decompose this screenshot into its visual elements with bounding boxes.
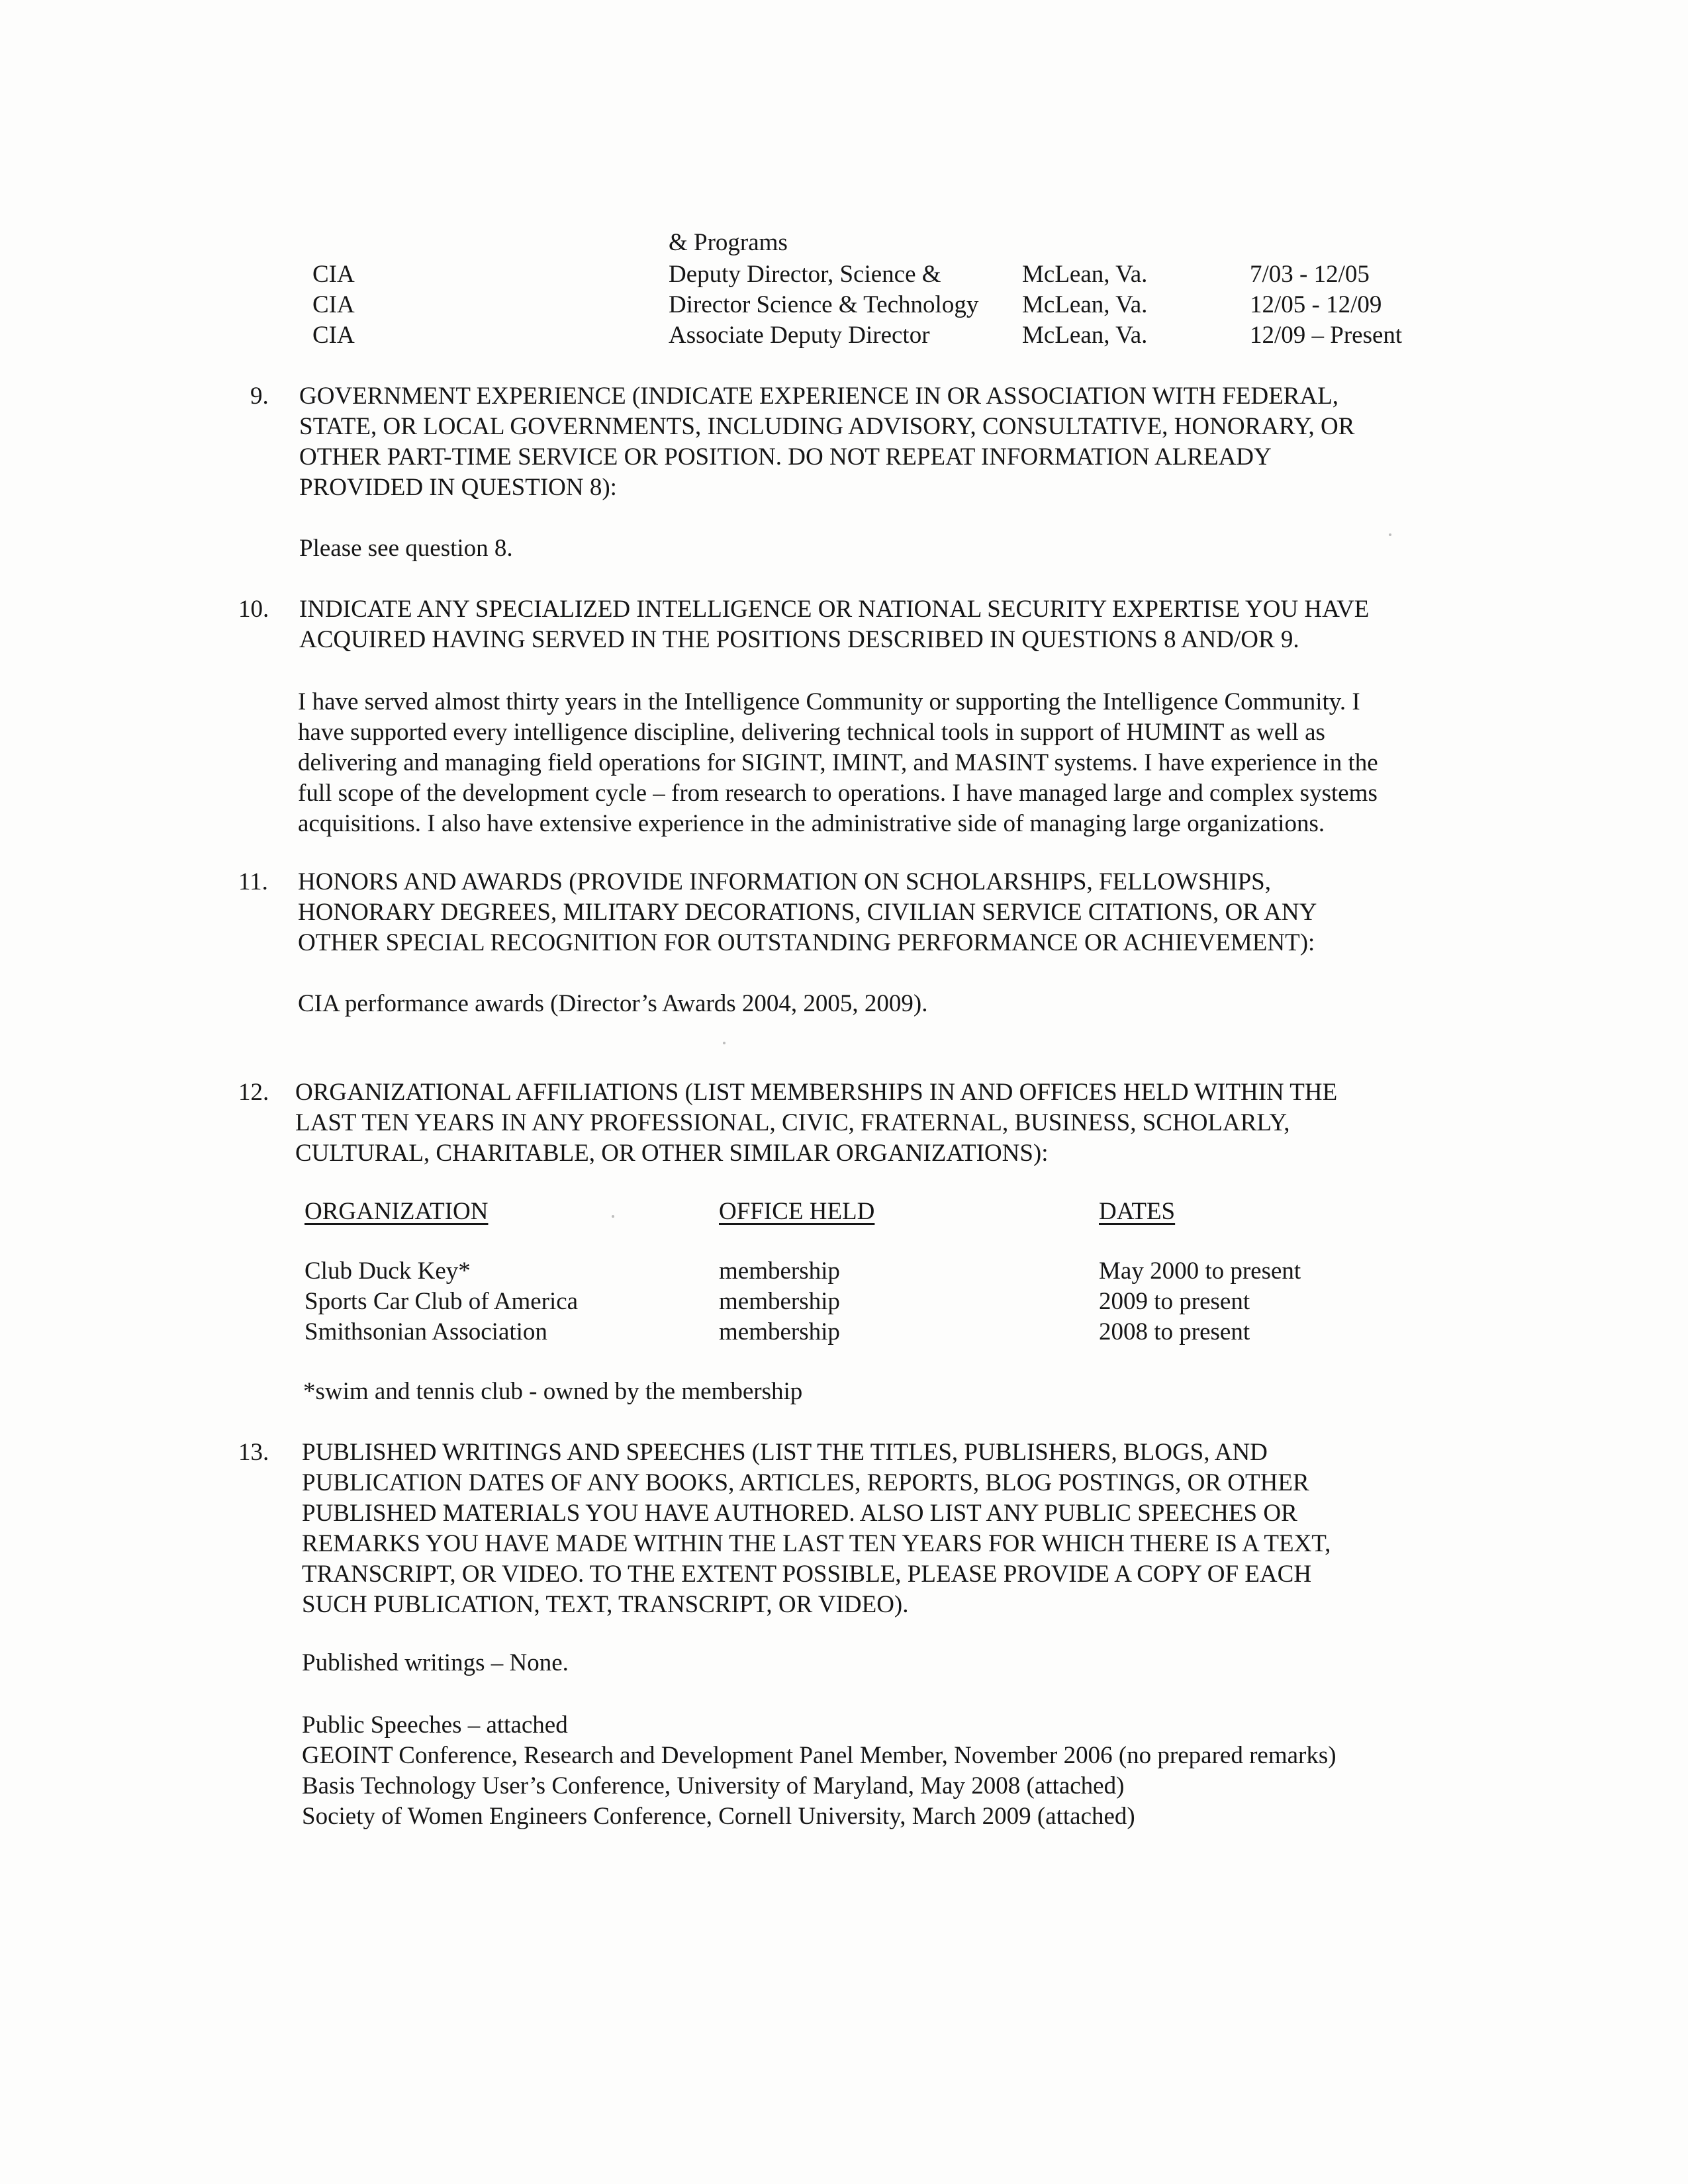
- question-line: PUBLICATION DATES OF ANY BOOKS, ARTICLES, REPORTS, BLOG POSTINGS, OR OTHER: [302, 1469, 1309, 1496]
- question-text: [295, 1077, 1337, 1169]
- question-line: LAST TEN YEARS IN ANY PROFESSIONAL, CIVIC, FRATERNAL, BUSINESS, SCHOLARLY,: [295, 1109, 1290, 1136]
- employment-employer: CIA: [312, 322, 355, 349]
- affiliation-office: membership: [719, 1257, 840, 1285]
- affiliation-organization: Smithsonian Association: [305, 1318, 547, 1345]
- question-number: 9.: [250, 383, 269, 410]
- affiliation-organization: Sports Car Club of America: [305, 1288, 579, 1315]
- question-line: CULTURAL, CHARITABLE, OR OTHER SIMILAR ORGANIZATIONS):: [295, 1140, 1049, 1167]
- question-text: [299, 594, 1369, 655]
- scan-speck: [612, 1215, 614, 1218]
- employment-title-continuation: & Programs: [669, 229, 788, 256]
- employment-dates: 12/05 - 12/09: [1250, 291, 1382, 318]
- question-text: [298, 867, 1317, 958]
- question-line: PROVIDED IN QUESTION 8):: [299, 474, 617, 501]
- question-line: OTHER SPECIAL RECOGNITION FOR OUTSTANDING PERFORMANCE OR ACHIEVEMENT):: [298, 929, 1315, 956]
- question-line: TRANSCRIPT, OR VIDEO. TO THE EXTENT POSSIBLE, PLEASE PROVIDE A COPY OF EACH: [302, 1561, 1312, 1588]
- question-number: 11.: [238, 868, 268, 895]
- question-line: GOVERNMENT EXPERIENCE (INDICATE EXPERIENCE IN OR ASSOCIATION WITH FEDERAL,: [299, 383, 1339, 410]
- question-line: HONORS AND AWARDS (PROVIDE INFORMATION ON SCHOLARSHIPS, FELLOWSHIPS,: [298, 868, 1272, 895]
- scan-speck: [723, 1042, 726, 1044]
- affiliation-office: membership: [719, 1318, 840, 1345]
- employment-employer: CIA: [312, 291, 355, 318]
- answer-line: I have served almost thirty years in the Intelligence Community or supporting the Intelligence Community. I: [298, 688, 1360, 715]
- question-line: ORGANIZATIONAL AFFILIATIONS (LIST MEMBERSHIPS IN AND OFFICES HELD WITHIN THE: [295, 1079, 1338, 1106]
- speeches-line: Public Speeches – attached: [302, 1711, 568, 1739]
- answer-paragraph: [298, 687, 1378, 839]
- column-header-dates: DATES: [1099, 1198, 1176, 1225]
- answer-line: acquisitions. I also have extensive experience in the administrative side of managing large organizations.: [298, 810, 1325, 837]
- employment-location: McLean, Va.: [1022, 291, 1148, 318]
- answer-text: CIA performance awards (Director’s Awards 2004, 2005, 2009).: [298, 990, 928, 1017]
- question-line: PUBLISHED MATERIALS YOU HAVE AUTHORED. ALSO LIST ANY PUBLIC SPEECHES OR: [302, 1500, 1297, 1527]
- published-writings: Published writings – None.: [302, 1649, 569, 1676]
- question-number: 12.: [238, 1079, 269, 1106]
- affiliation-dates: 2008 to present: [1099, 1318, 1250, 1345]
- public-speeches: [302, 1710, 1336, 1832]
- employment-title: Associate Deputy Director: [669, 322, 930, 349]
- employment-dates: 7/03 - 12/05: [1250, 261, 1370, 288]
- question-line: INDICATE ANY SPECIALIZED INTELLIGENCE OR NATIONAL SECURITY EXPERTISE YOU HAVE: [299, 596, 1370, 623]
- question-line: PUBLISHED WRITINGS AND SPEECHES (LIST THE TITLES, PUBLISHERS, BLOGS, AND: [302, 1439, 1268, 1466]
- employment-location: McLean, Va.: [1022, 261, 1148, 288]
- affiliation-office: membership: [719, 1288, 840, 1315]
- question-line: REMARKS YOU HAVE MADE WITHIN THE LAST TEN YEARS FOR WHICH THERE IS A TEXT,: [302, 1530, 1331, 1557]
- question-number: 10.: [238, 596, 269, 623]
- question-number: 13.: [238, 1439, 269, 1466]
- question-text: [302, 1437, 1331, 1620]
- employment-employer: CIA: [312, 261, 355, 288]
- question-line: ACQUIRED HAVING SERVED IN THE POSITIONS DESCRIBED IN QUESTIONS 8 AND/OR 9.: [299, 626, 1299, 653]
- question-text: [299, 381, 1354, 503]
- affiliation-dates: May 2000 to present: [1099, 1257, 1301, 1285]
- speeches-line: Society of Women Engineers Conference, Cornell University, March 2009 (attached): [302, 1803, 1135, 1830]
- answer-line: delivering and managing field operations for SIGINT, IMINT, and MASINT systems. I have experience in the: [298, 749, 1378, 776]
- employment-title: Deputy Director, Science &: [669, 261, 941, 288]
- question-line: STATE, OR LOCAL GOVERNMENTS, INCLUDING ADVISORY, CONSULTATIVE, HONORARY, OR: [299, 413, 1355, 440]
- affiliation-organization: Club Duck Key*: [305, 1257, 471, 1285]
- question-line: HONORARY DEGREES, MILITARY DECORATIONS, CIVILIAN SERVICE CITATIONS, OR ANY: [298, 899, 1317, 926]
- speeches-line: Basis Technology User’s Conference, University of Maryland, May 2008 (attached): [302, 1772, 1125, 1799]
- answer-text: Please see question 8.: [299, 535, 513, 562]
- column-header-organization: ORGANIZATION: [305, 1198, 489, 1225]
- employment-location: McLean, Va.: [1022, 322, 1148, 349]
- employment-dates: 12/09 – Present: [1250, 322, 1403, 349]
- question-line: OTHER PART-TIME SERVICE OR POSITION. DO NOT REPEAT INFORMATION ALREADY: [299, 443, 1272, 471]
- column-header-office: OFFICE HELD: [719, 1198, 875, 1225]
- answer-line: have supported every intelligence discipline, delivering technical tools in support of HUMINT as well as: [298, 719, 1325, 746]
- footnote: *swim and tennis club - owned by the membership: [303, 1378, 803, 1405]
- affiliation-dates: 2009 to present: [1099, 1288, 1250, 1315]
- answer-line: full scope of the development cycle – from research to operations. I have managed large and complex systems: [298, 780, 1378, 807]
- scan-speck: [1389, 533, 1391, 536]
- question-line: SUCH PUBLICATION, TEXT, TRANSCRIPT, OR VIDEO).: [302, 1591, 909, 1618]
- employment-title: Director Science & Technology: [669, 291, 979, 318]
- speeches-line: GEOINT Conference, Research and Development Panel Member, November 2006 (no prepared remarks): [302, 1742, 1336, 1769]
